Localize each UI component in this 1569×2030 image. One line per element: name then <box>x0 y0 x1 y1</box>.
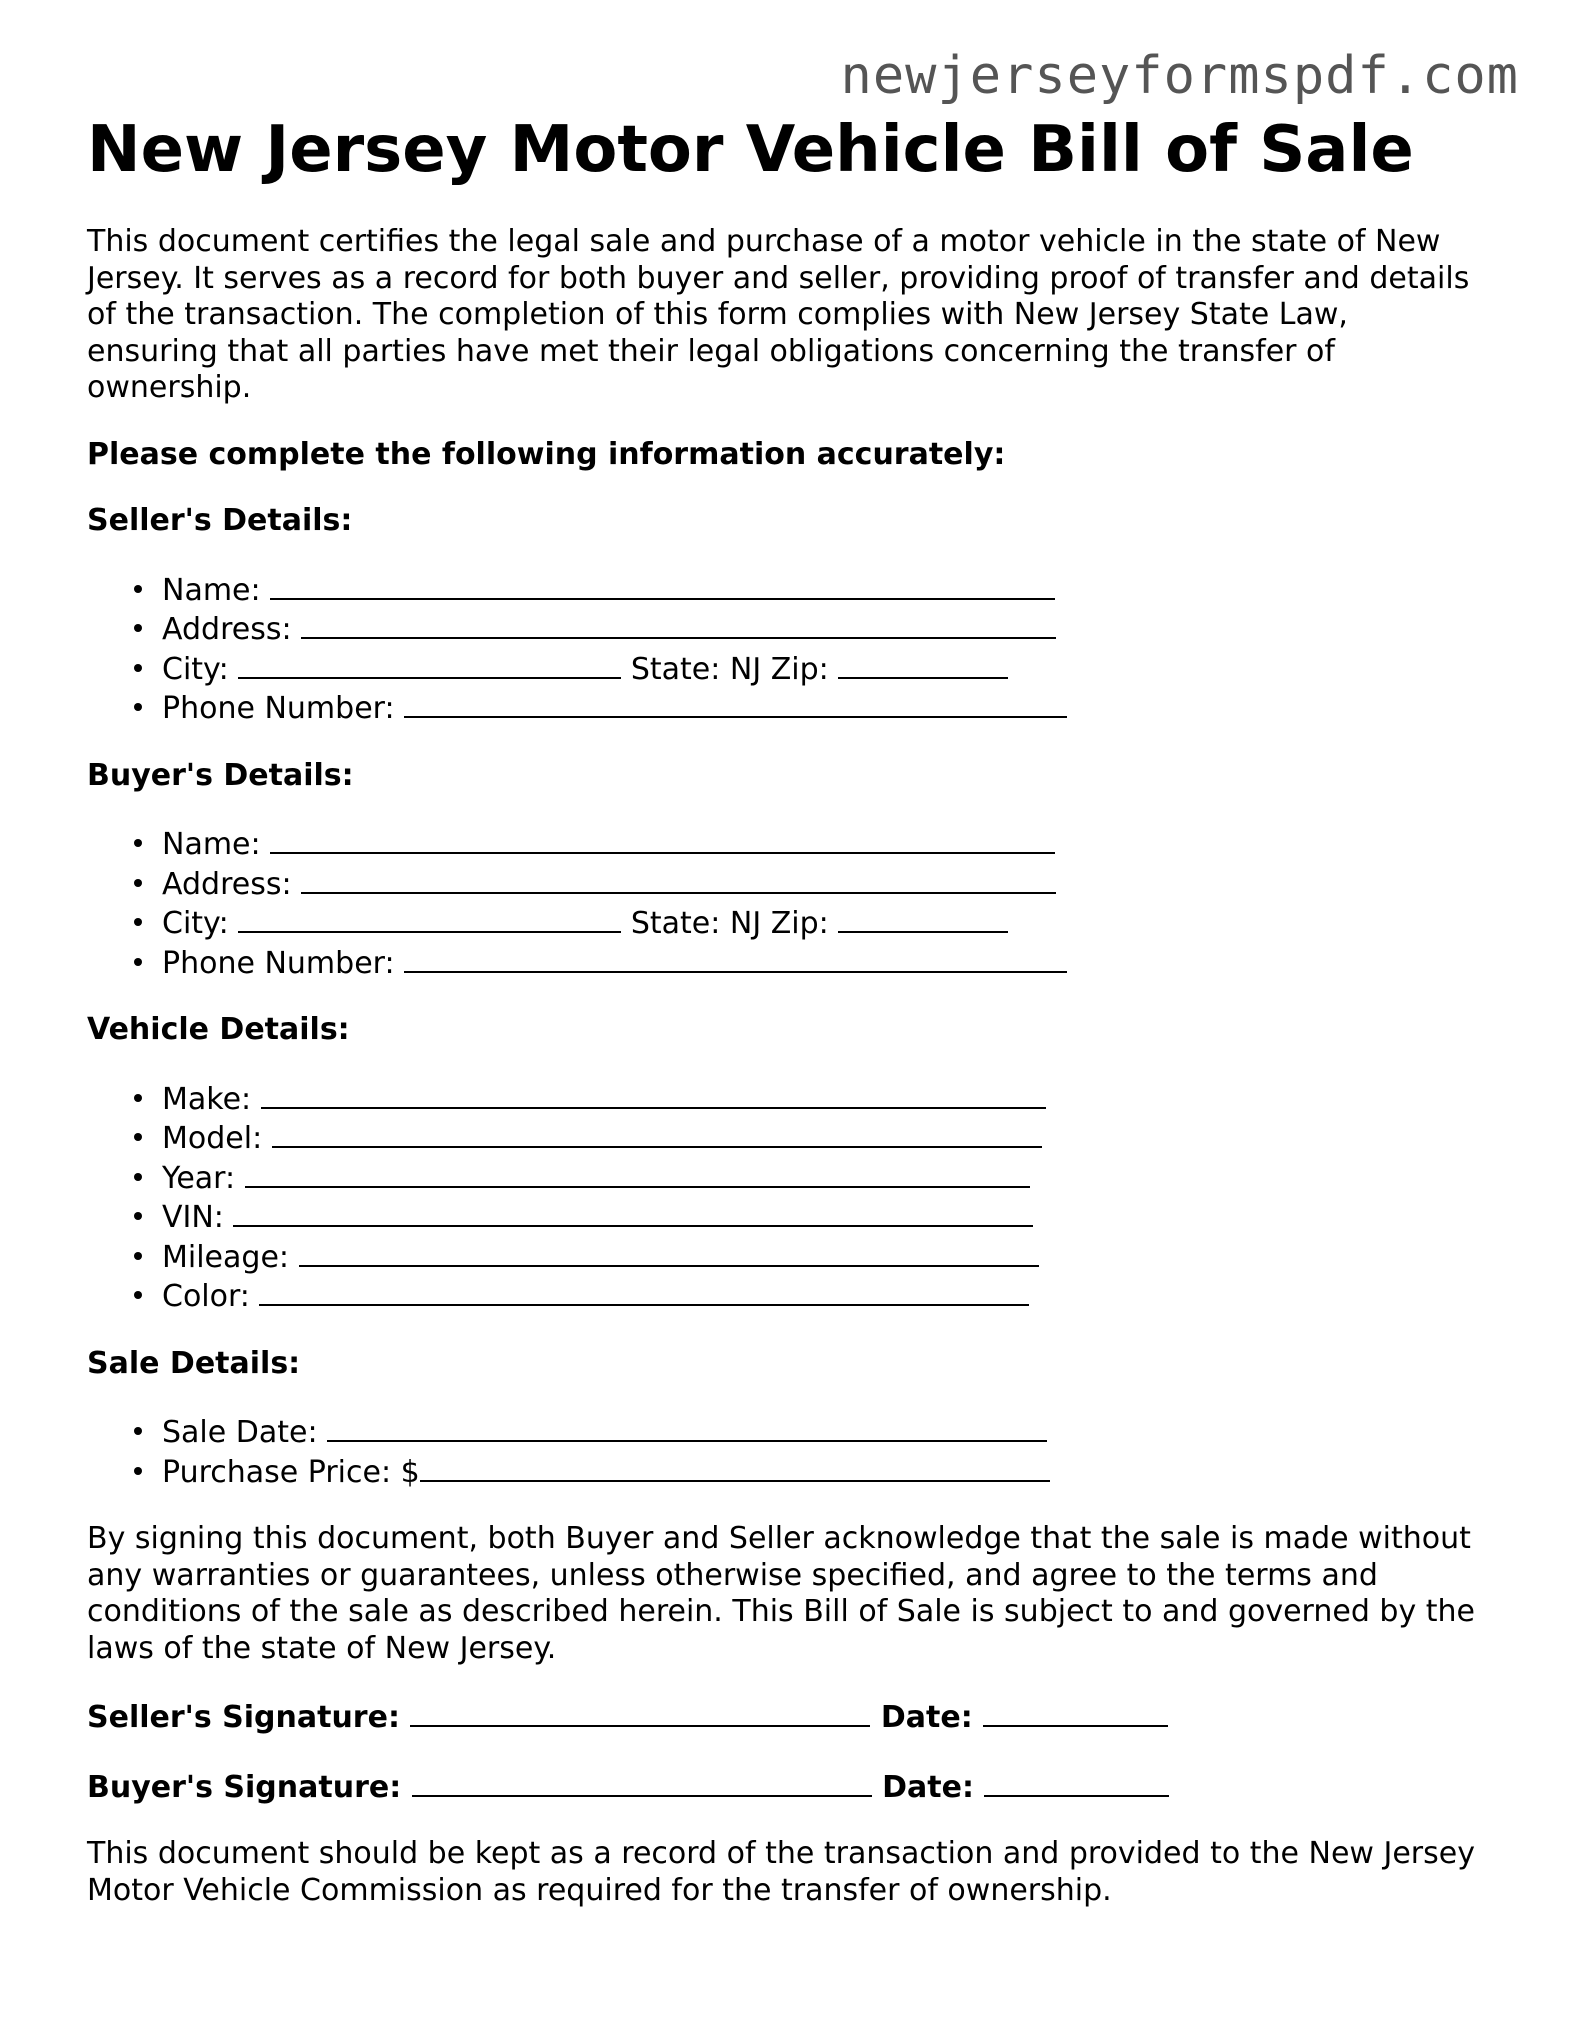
vehicle-year-field[interactable] <box>245 1158 1030 1188</box>
vehicle-model-field[interactable] <box>272 1118 1042 1148</box>
buyer-name-label: Name: <box>162 827 261 862</box>
vehicle-model-label: Model: <box>162 1121 263 1156</box>
buyer-details-list <box>87 824 1487 982</box>
sale-details-heading: Sale Details: <box>87 1345 301 1381</box>
seller-name-item <box>162 570 1487 610</box>
sale-date-label: Sale Date: <box>162 1415 318 1450</box>
buyer-date-label: Date: <box>882 1769 974 1805</box>
buyer-signature-label: Buyer's Signature: <box>87 1769 402 1805</box>
buyer-city-field[interactable] <box>238 903 621 933</box>
seller-phone-label: Phone Number: <box>162 691 395 726</box>
page-title: New Jersey Motor Vehicle Bill of Sale <box>87 113 1414 187</box>
seller-city-item <box>162 649 1487 689</box>
sale-date-field[interactable] <box>327 1412 1047 1442</box>
vehicle-color-label: Color: <box>162 1279 250 1314</box>
buyer-phone-field[interactable] <box>404 943 1067 973</box>
buyer-city-item <box>162 903 1487 943</box>
buyer-details-heading: Buyer's Details: <box>87 757 354 793</box>
seller-signature-row <box>87 1697 1487 1737</box>
purchase-price-label: Purchase Price: $ <box>162 1454 420 1490</box>
intro-paragraph: This document certifies the legal sale and purchase of a motor vehicle in the state of New Jersey. It serves as a record for both buyer and seller, providing proof of transfer and details of the transaction. The completion of this form complies with New Jersey State Law, ensuring that all parties have met their legal obligations concerning the transfer of ownership. <box>87 224 1470 405</box>
seller-details-list <box>87 570 1487 728</box>
buyer-address-label: Address: <box>162 866 292 902</box>
seller-name-label: Name: <box>162 572 261 608</box>
buyer-address-item <box>162 864 1487 904</box>
vehicle-mileage-item <box>162 1237 1487 1277</box>
seller-details-heading: Seller's Details: <box>87 503 353 538</box>
footer-paragraph: This document should be kept as a record of the transaction and provided to the New Jersey Motor Vehicle Commission as required for the transfer of ownership. <box>87 1836 1475 1908</box>
buyer-address-field[interactable] <box>301 864 1056 894</box>
watermark: newjerseyformspdf.com <box>840 46 1519 106</box>
vehicle-color-field[interactable] <box>259 1276 1029 1306</box>
vehicle-make-label: Make: <box>162 1081 252 1117</box>
seller-address-label: Address: <box>162 612 292 647</box>
seller-address-field[interactable] <box>301 609 1056 639</box>
seller-phone-field[interactable] <box>404 688 1067 718</box>
vehicle-make-item <box>162 1079 1487 1119</box>
vehicle-vin-item <box>162 1197 1487 1237</box>
buyer-state-zip-label: State: NJ Zip: <box>630 906 829 941</box>
buyer-signature-row <box>87 1767 1487 1807</box>
vehicle-vin-field[interactable] <box>233 1197 1033 1227</box>
vehicle-year-item <box>162 1158 1487 1198</box>
buyer-city-label: City: <box>162 906 229 941</box>
seller-city-field[interactable] <box>238 649 621 679</box>
vehicle-details-list <box>87 1079 1487 1316</box>
buyer-name-field[interactable] <box>270 824 1055 854</box>
seller-name-field[interactable] <box>270 570 1055 600</box>
buyer-phone-label: Phone Number: <box>162 945 395 981</box>
vehicle-vin-label: VIN: <box>162 1200 224 1235</box>
vehicle-make-field[interactable] <box>261 1079 1046 1109</box>
vehicle-model-item <box>162 1118 1487 1158</box>
buyer-date-field[interactable] <box>984 1767 1169 1797</box>
buyer-phone-item <box>162 943 1487 983</box>
vehicle-details-heading: Vehicle Details: <box>87 1012 350 1047</box>
buyer-name-item <box>162 824 1487 864</box>
vehicle-color-item <box>162 1276 1487 1316</box>
purchase-price-field[interactable] <box>420 1452 1050 1482</box>
seller-phone-item <box>162 688 1487 728</box>
purchase-price-item <box>162 1452 1487 1492</box>
acknowledgement-paragraph: By signing this document, both Buyer and Seller acknowledge that the sale is made without any warranties or guarantees, unless otherwise specified, and agree to the terms and conditions of the sale as described herein. This Bill of Sale is subject to and governed by the laws of the state of New Jersey. <box>87 1521 1475 1666</box>
seller-zip-field[interactable] <box>838 649 1008 679</box>
seller-signature-label: Seller's Signature: <box>87 1700 400 1735</box>
seller-state-zip-label: State: NJ Zip: <box>630 651 829 687</box>
document-page <box>87 112 1487 1909</box>
buyer-signature-field[interactable] <box>412 1767 872 1797</box>
buyer-zip-field[interactable] <box>838 903 1008 933</box>
seller-date-label: Date: <box>880 1700 973 1735</box>
vehicle-mileage-field[interactable] <box>299 1237 1039 1267</box>
seller-city-label: City: <box>162 651 229 687</box>
sale-details-list <box>87 1412 1487 1491</box>
seller-signature-field[interactable] <box>410 1697 870 1727</box>
seller-date-field[interactable] <box>983 1697 1168 1727</box>
seller-address-item <box>162 609 1487 649</box>
vehicle-year-label: Year: <box>162 1160 236 1196</box>
vehicle-mileage-label: Mileage: <box>162 1239 290 1275</box>
sale-date-item <box>162 1412 1487 1452</box>
instruction-heading: Please complete the following information accurately: <box>87 436 1006 472</box>
